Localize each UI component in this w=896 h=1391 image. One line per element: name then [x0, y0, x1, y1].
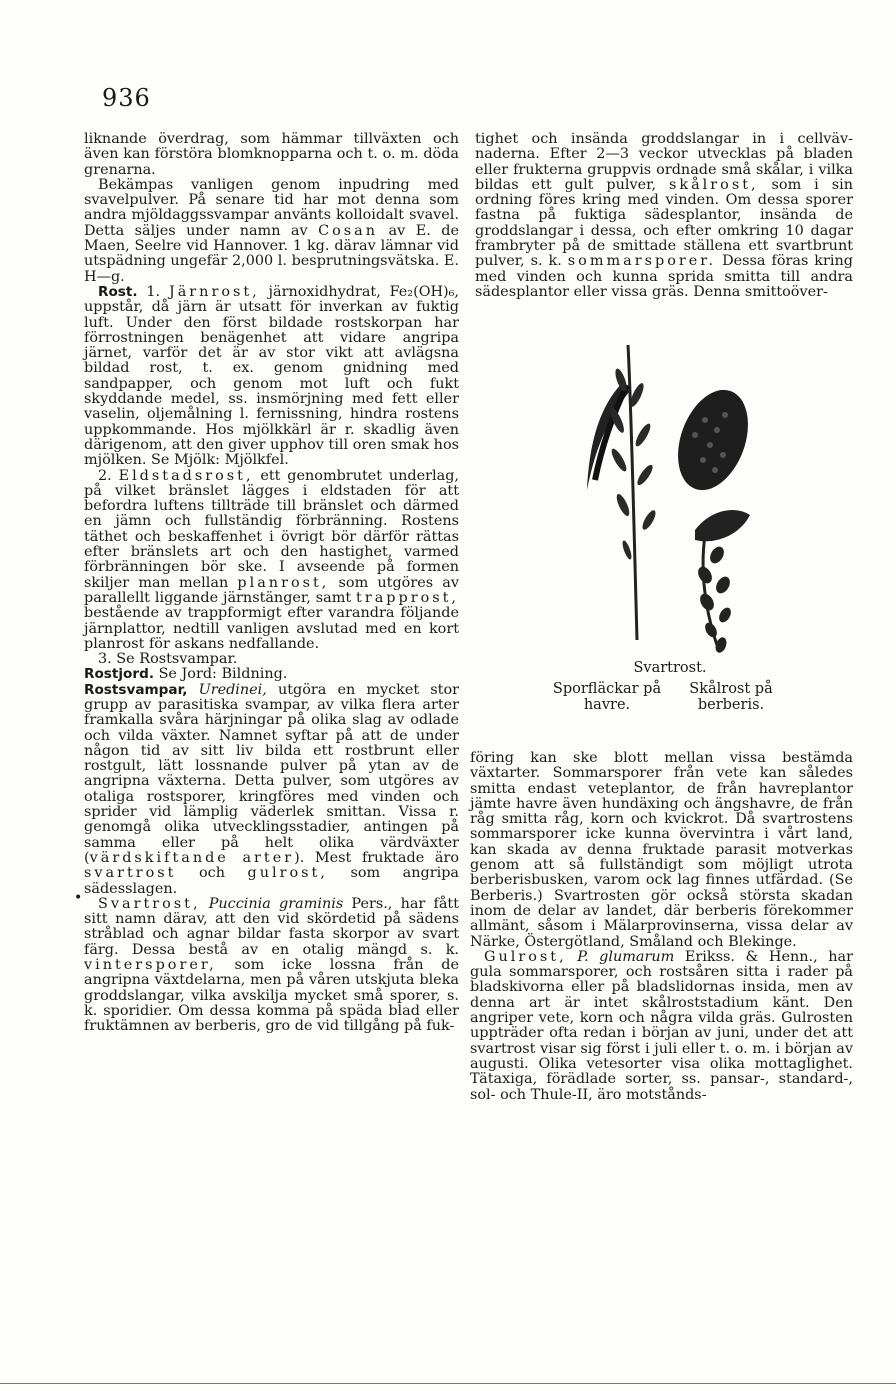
headword-rostjord: Rostjord. [84, 666, 154, 683]
paragraph-gulrost: Gulrost, P. glumarum Erikss. & Henn., har gula sommarsporer, och rostsåren sitta i rader på bladskivorna eller på bladslidornas insida, men av denna art är intet skålroststadium känt. Den angriper vete, korn och några vilda gräs. Gulrosten uppträder ofta redan i början av juni, under det att svartrost visar sig först i juli eller t. o. m. i början av augusti. Olika vetesorter visa olika mottaglighet. Tätaxiga, förädlade sorter, ss. pansar-, standard-, sol- och Thule-II, äro motstånds- [470, 948, 854, 1103]
right-column-top [475, 132, 853, 300]
figure-title: Svartrost. [633, 660, 707, 676]
entry-rostsvampar: Rostsvampar, Uredinei, utgöra en mycket stor grupp av parasitiska svampar, av vilka flera arter framkalla svåra härjningar på olika slag av odlade och vilda växter. Namnet syftar på att de under någon tid av sitt liv bilda ett rostbrunt eller rostgult, lätt lossnande pulver på ytan av de angripna växterna. Detta pulver, som utgöres av otaliga rostsporer, kringföres med vinden och sprider vid lämplig väderlek smittan. Vissa r. genomgå olika utvecklingsstadier, antingen på samma eller på helt olika värdväxter (värdskiftande arter). Mest fruktade äro svartrost och gulrost, som angripa sädesslagen. [84, 681, 459, 897]
term-skalrost: skålrost, [668, 176, 759, 193]
term-gulrost: Gulrost, [484, 948, 567, 965]
scan-edge-line [0, 1383, 896, 1384]
term-svartrost: Svartrost, [98, 895, 201, 912]
figure-caption-havre: Sporfläckar på havre. [552, 681, 662, 713]
page-number: 936 [102, 84, 151, 112]
berberis-leaf-icon [665, 380, 761, 500]
figure-caption-berberis: Skålrost på berberis. [689, 681, 773, 713]
term-planrost: planrost, [237, 574, 330, 591]
paragraph-groddslangar: tighet och insända groddslangar in i cellväv-naderna. Efter 2—3 veckor utvecklas på bladen eller frukterna gruppvis ordnade små skålar, i vilka bildas ett gult pulver, skålrost, som i sin ordning föres kring med vinden. Om dessa sporer fastna på fuktiga sädesplantor, insända de groddslangar i dessa, och efter omkring 10 dagar frambryter på de smittade ställena ett svartbrunt pulver, s. k. sommarsporer. Dessa föras kring med vinden och kunna sprida smitta till andra sädesplantor eller vissa gräs. Denna smittoöver- [475, 131, 853, 300]
term-eldstadsrost: Eldstadsrost, [118, 467, 254, 484]
term-jarnrost: Järnrost, [168, 283, 260, 300]
paragraph-bekampas: Bekämpas vanligen genom inpudring med svavelpulver. På senare tid har mot denna som andra mjöldaggssvampar använts kolloidalt svavel. Detta säljes under namn av Cosan av E. de Maen, Seelre vid Hannover. 1 kg. därav lämnar vid utspädning ungefär 2,000 l. besprutningsvätska. E. H—g. [84, 176, 459, 285]
berberis-sprig-icon [695, 510, 750, 654]
cosan-term: Cosan [318, 222, 379, 239]
term-sommarsporer: sommarsporer. [567, 253, 717, 270]
paragraph-see-rostsvampar: 3. Se Rostsvampar. [98, 651, 238, 668]
entry-rost: Rost. 1. Järnrost, järnoxidhydrat, Fe₂(OH)₆, uppstår, då järn är utsatt för inverkan av fuktig luft. Under den först bildade rostskorpan har förrostningen benägenhet att vidare angripa järnet, varför det är av stor vikt att avlägsna bildad rost, t. ex. genom gnidning med sandpapper, och genom mot luft och fukt skyddande medel, ss. insmörjning med fett eller vaselin, oljemålning l. fernissning, hindra rostens uppkommande. Hos mjölkkärl är r. skadlig även därigenom, att den giver upphov till oren smak hos mjölken. Se Mjölk: Mjölkfel. [84, 283, 459, 469]
term-trapprost: trapprost, [356, 589, 459, 606]
margin-bullet: • [74, 890, 83, 906]
paragraph-overdrag: liknande överdrag, som hämmar tillväxten och även kan förstöra blomknopparna och t. o. m. döda grenarna. [84, 131, 459, 178]
headword-rost: Rost. [98, 283, 138, 300]
left-column [84, 132, 459, 1035]
paragraph-smittooverforing: föring kan ske blott mellan vissa bestämda växtarter. Sommarsporer från vete kan således smitta endast veteplantor, de från havreplantor jämte havre även hundäxing och ängshavre, de från råg smitta råg, korn och kvickrot. Då svartrostens sommarsporer icke kunna övervintra i vårt land, kan skada av denna fruktade parasit motverkas genom att så fullständigt som möjligt utrota berberisbusken, varom ock lag finnes utfärdad. (Se Berberis.) Svartrosten gör också största skadan inom de delar av landet, där berberis förekommer allmänt, såsom i Mälarprovinserna, vissa delar av Närke, Östergötland, Småland och Blekinge. [470, 750, 853, 950]
paragraph-eldstadsrost: 2. Eldstadsrost, ett genombrutet underlag, på vilket bränslet lägges i eldstaden för att befordra luftens tillträde till bränslet och därmed en jämn och fullständig förbränning. Rostens täthet och beskaffenhet i övrigt bör därför rättas efter bränslets art och den hastighet, varmed förbränningen bör ske. I avseende på formen skiljer man mellan planrost, som utgöres av parallellt liggande järnstänger, samt trapprost, bestående av trappformigt efter varandra följande järnplattor, nedtill vanligen avslutad med en kort planrost för askans nedfallande. [84, 467, 459, 652]
svartrost-figure [545, 340, 795, 720]
paragraph-svartrost: Svartrost, Puccinia graminis Pers., har fått sitt namn därav, att den vid skördetid på sädens stråblad och agnar bildar fasta skorpor av svart färg. Dessa bestå av en otalig mängd s. k. vintersporer, som icke lossna från de angripna växtdelarna, men på våren utskjuta bleka groddslangar, vilka avskilja mycket små sporer, s. k. sporidier. Om dessa komma på späda blad eller fruktämnen av berberis, gro de vid tillgång på fuk- [84, 895, 459, 1035]
headword-rostsvampar: Rostsvampar, [84, 681, 188, 698]
svartrost-illustration [545, 340, 795, 660]
right-column-bottom [470, 751, 853, 1103]
entry-rostjord: Rostjord. Se Jord: Bildning. [84, 666, 288, 683]
